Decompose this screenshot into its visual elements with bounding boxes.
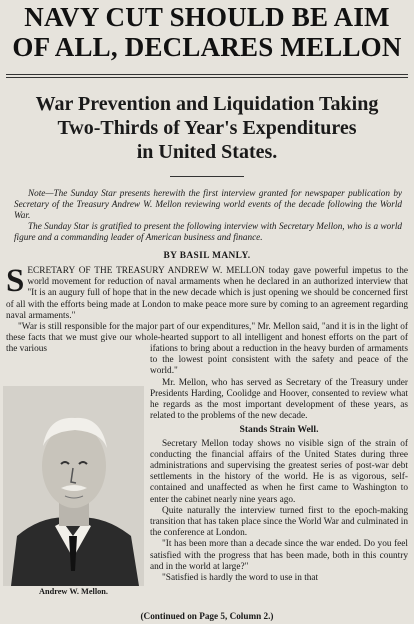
headline-rule <box>6 74 408 75</box>
note-paragraph-1: Note—The Sunday Star presents herewith the first interview granted for newspaper publication by Secretary of the Treasury Andrew W. Mellon reviewing world events of the decade following the World War. <box>14 188 402 220</box>
headline-line-2: OF ALL, DECLARES MELLON <box>12 32 402 62</box>
paragraph-2a: "War is still responsible for the major part of our expenditures," Mr. Mellon said, "and it is in the light of these facts that we must give our whole-hearted support to all intelligent and honest efforts on the part of the various <box>6 322 408 355</box>
headline-line-1: NAVY CUT SHOULD BE AIM <box>24 2 390 32</box>
paragraph-5: Quite naturally the interview turned first to the epoch-making transition that has taken place since the World War and culminated in the conference at London. <box>150 505 408 539</box>
subhead-line-2: Two-Thirds of Year's Expenditures <box>57 117 357 139</box>
paragraph-2b: ifations to bring about a reduction in the heavy burden of armaments to the lowest point consistent with the safety and peace of the world." <box>150 344 408 377</box>
article-right-column <box>150 344 408 584</box>
subhead-line-3: in United States. <box>136 141 278 163</box>
byline: BY BASIL MANLY. <box>163 251 251 261</box>
paragraph-4: Secretary Mellon today shows no visible sign of the strain of conducting the financial affairs of the United States during three administrations and supervising the greatest series of post-war debt settlements in the history of the world. He is as vigorous, self-contained and unaffected as when he first came to Washington to enter the cabinet nearly nine years ago. <box>150 438 408 505</box>
portrait-illustration <box>3 386 144 586</box>
editor-note <box>14 188 402 243</box>
continuation-notice: (Continued on Page 5, Column 2.) <box>140 611 274 621</box>
drop-cap: S <box>6 263 25 299</box>
photo-caption: Andrew W. Mellon. <box>39 587 108 596</box>
section-heading: Stands Strain Well. <box>239 424 319 436</box>
paragraph-6: "It has been more than a decade since the war ended. Do you feel satisfied with the progress that has been made, both in this country and in the world at large?" <box>150 539 408 572</box>
lead-paragraph: ECRETARY OF THE TREASURY ANDREW W. MELLON today gave powerful impetus to the world movement for reduction of naval armaments when he declared in an authorized interview that "It is an augury full of hope that in the new decade which is just opening we should be concerned first of all with the efforts being made at London to make peace more sure by coming to an agreement regarding naval armaments." <box>6 266 408 321</box>
portrait-photo <box>3 386 144 586</box>
headline <box>4 2 410 62</box>
paragraph-3: Mr. Mellon, who has served as Secretary of the Treasury under Presidents Harding, Coolidge and Hoover, consented to review what he regards as the most important development of these years, as related to the problems of the new decade. <box>150 377 408 422</box>
subhead-divider <box>170 176 244 177</box>
paragraph-7: "Satisfied is hardly the word to use in that <box>162 573 319 584</box>
subhead-line-1: War Prevention and Liquidation Taking <box>35 93 379 115</box>
headline-rule-double <box>6 77 408 78</box>
subheadline <box>8 92 406 164</box>
note-paragraph-2: The Sunday Star is gratified to present the following interview with Secretary Mellon, who is a world figure and a commanding leader of American business and finance. <box>14 221 402 242</box>
article-lead <box>6 263 408 356</box>
